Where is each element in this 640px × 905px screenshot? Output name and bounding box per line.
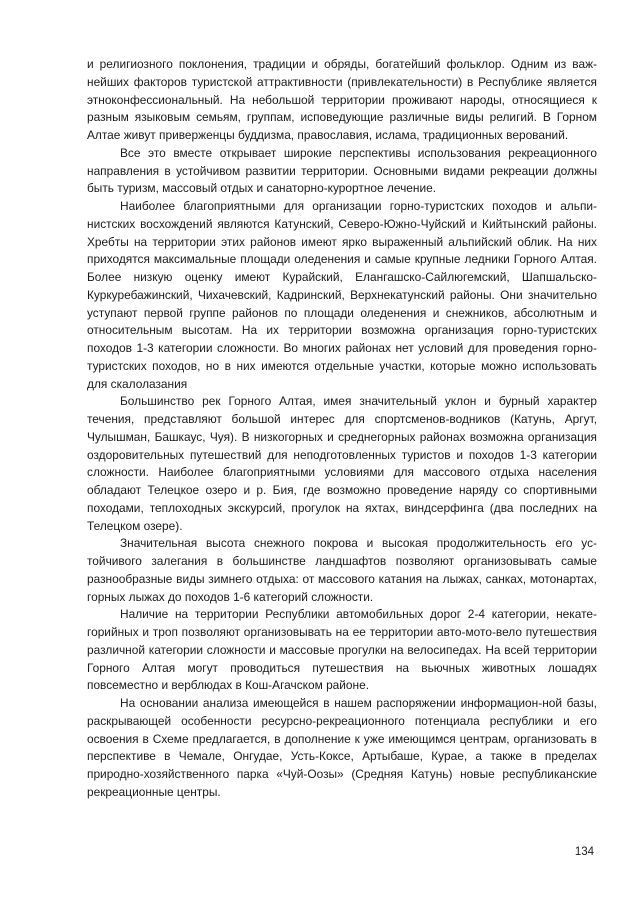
paragraph-recreation-prospects: Все это вместе открывает широкие перспективы использования рекреационного направления в устойчивом развитии территории. Основными видами рекреации должны быть туризм, массовый отдых и санаторно-курортное лечение. [87, 145, 597, 196]
paragraph-ethnoconfessional: и религиозного поклонения, традиции и обряды, богатейший фольклор. Одним из важнейших факторов туристской аттрактивности (привлекательности) в Республике является этноконфессиональный. На небольшой территории проживают народы, относящиеся к разным языковым семьям, группам, исповедующие различные виды религий. В Горном Алтае живут приверженцы буддизма, православия, ислама, традиционных верований. [87, 57, 597, 142]
document-page [87, 56, 597, 802]
paragraph-mountain-tourism: Наиболее благоприятными для организации горно-туристских походов и альпинистских восхождений являются Катунский, Северо-Южно-Чуйский и Кийтынский районы. Хребты на территории этих районов имеют ярко выраженный альпийский облик. На них приходятся максимальные площади оледенения и самые крупные ледники Горного Алтая. Более низкую оценку имеют Курайский, Елангашско-Сайлюгемский, Шапшальско-Куркуребажинский, Чихачевский, Кадринский, Верхнекатунский районы. Они значительно уступают первой группе районов по площади оледенения и снежников, абсолютным и относительным высотам. На их территории возможна организация горно-туристских походов 1-3 категории сложности. Во многих районах нет условий для проведения горно-туристских походов, но в них имеются отдельные участки, которые можно использовать для скалолазания [87, 199, 597, 391]
paragraph-road-travel: Наличие на территории Республики автомобильных дорог 2-4 категории, некатегорийных и троп позволяют организовывать на ее территории авто-мото-вело путешествия различной категории сложности и массовые прогулки на велосипедах. На всей территории Горного Алтая могут проводиться путешествия на вьючных животных лошадях повсеместно и верблюдах в Кош-Агачском районе. [87, 607, 597, 693]
paragraph-winter-recreation: Значительная высота снежного покрова и высокая продолжительность его устойчивого залегания в большинстве ландшафтов позволяют организовывать самые разнообразные виды зимнего отдыха: от массового катания на лыжах, санках, мотонартах, горных лыжах до походов 1-6 категорий сложности. [87, 536, 597, 604]
paragraph-water-tourism: Большинство рек Горного Алтая, имея значительный уклон и бурный характер течения, представляют большой интерес для спортсменов-водников (Катунь, Аргут, Чулышман, Башкаус, Чуя). В низкогорных и среднегорных районах возможна организация оздоровительных путешествий для неподготовленных туристов и походов 1-3 категории сложности. Наиболее благоприятными условиями для массового отдыха населения обладают Телецкое озеро и р. Бия, где возможно проведение наряду со спортивными походами, теплоходных экскурсий, прогулок на яхтах, виндсерфинга (два последних на Телецком озере). [87, 394, 597, 533]
paragraph-recreation-centers: На основании анализа имеющейся в нашем распоряжении информацион-ной базы, раскрывающей особенности ресурсно-рекреационного потенциала республики и его освоения в Схеме предлагается, в дополнение к уже имеющимся центрам, организовать в перспективе в Чемале, Онгудае, Усть-Коксе, Артыбаше, Курае, а также в пределах природно-хозяйственного парка «Чуй-Оозы» (Средняя Катунь) новые республиканские рекреационные центры. [87, 696, 597, 799]
page-number: 134 [574, 846, 594, 858]
